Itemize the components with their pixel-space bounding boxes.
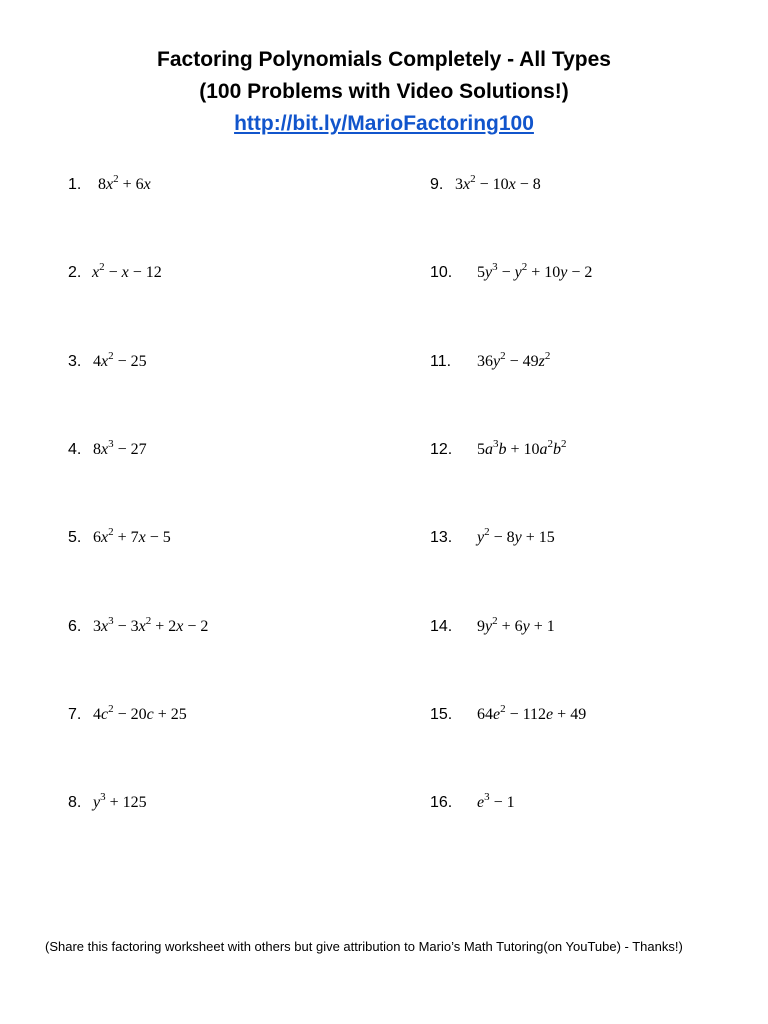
problem-item — [430, 788, 515, 818]
page-title: Factoring Polynomials Completely - All Types — [157, 48, 611, 71]
problem-item — [430, 523, 555, 553]
problem-expression: $36y^2 - 49z^2$ — [477, 350, 551, 370]
problem-item — [430, 700, 586, 730]
problem-expression: $3x^3 - 3x^2 + 2x - 2$ — [93, 615, 209, 635]
problem-expression: $3x^2 - 10x - 8$ — [455, 173, 541, 193]
problem-number: 9. — [430, 176, 444, 193]
problem-number: 12. — [430, 441, 453, 458]
problem-number: 16. — [430, 794, 453, 811]
problem-item — [430, 258, 592, 288]
problem-item — [68, 258, 162, 288]
problem-item — [430, 170, 541, 200]
problem-item — [68, 612, 208, 642]
problem-expression: $4x^2 - 25$ — [93, 350, 147, 370]
problem-expression: $9y^2 + 6y + 1$ — [477, 615, 555, 635]
problem-item — [68, 347, 147, 377]
problem-item — [430, 612, 555, 642]
problem-item — [68, 788, 147, 818]
problem-number: 2. — [68, 264, 82, 281]
problem-expression: $y^2 - 8y + 15$ — [477, 526, 555, 546]
problem-expression: $4c^2 - 20c + 25$ — [93, 703, 187, 723]
video-solutions-link[interactable]: http://bit.ly/MarioFactoring100 — [234, 112, 534, 135]
problem-item — [68, 523, 171, 553]
worksheet-header — [0, 44, 768, 140]
attribution-note: (Share this factoring worksheet with others but give attribution to Mario’s Math Tutoring(on YouTube) - Thanks!) — [45, 939, 683, 954]
problem-number: 7. — [68, 706, 82, 723]
problem-expression: $8x^3 - 27$ — [93, 438, 147, 458]
problem-expression: $5y^3 - y^2 + 10y - 2$ — [477, 261, 593, 281]
problem-number: 13. — [430, 529, 453, 546]
problem-number: 8. — [68, 794, 82, 811]
problem-number: 5. — [68, 529, 82, 546]
problem-expression: $5a^3b + 10a^2b^2$ — [477, 438, 567, 458]
problem-number: 10. — [430, 264, 453, 281]
problem-expression: $x^2 - x - 12$ — [92, 261, 162, 281]
problem-item — [68, 170, 151, 200]
problem-number: 14. — [430, 618, 453, 635]
problem-number: 4. — [68, 441, 82, 458]
problem-item — [68, 700, 187, 730]
problem-number: 3. — [68, 353, 82, 370]
problem-number: 11. — [430, 353, 452, 370]
problem-number: 6. — [68, 618, 82, 635]
problem-expression: $64e^2 - 112e + 49$ — [477, 703, 587, 723]
problem-expression: $8x^2 + 6x$ — [98, 173, 151, 193]
problem-item — [430, 347, 550, 377]
problem-expression: $6x^2 + 7x - 5$ — [93, 526, 171, 546]
problem-expression: $y^3 + 125$ — [93, 791, 147, 811]
problem-expression: $e^3 - 1$ — [477, 791, 515, 811]
problem-item — [68, 435, 147, 465]
problem-item — [430, 435, 567, 465]
problem-number: 1. — [68, 176, 82, 193]
problem-number: 15. — [430, 706, 453, 723]
page-subtitle: (100 Problems with Video Solutions!) — [199, 80, 569, 103]
